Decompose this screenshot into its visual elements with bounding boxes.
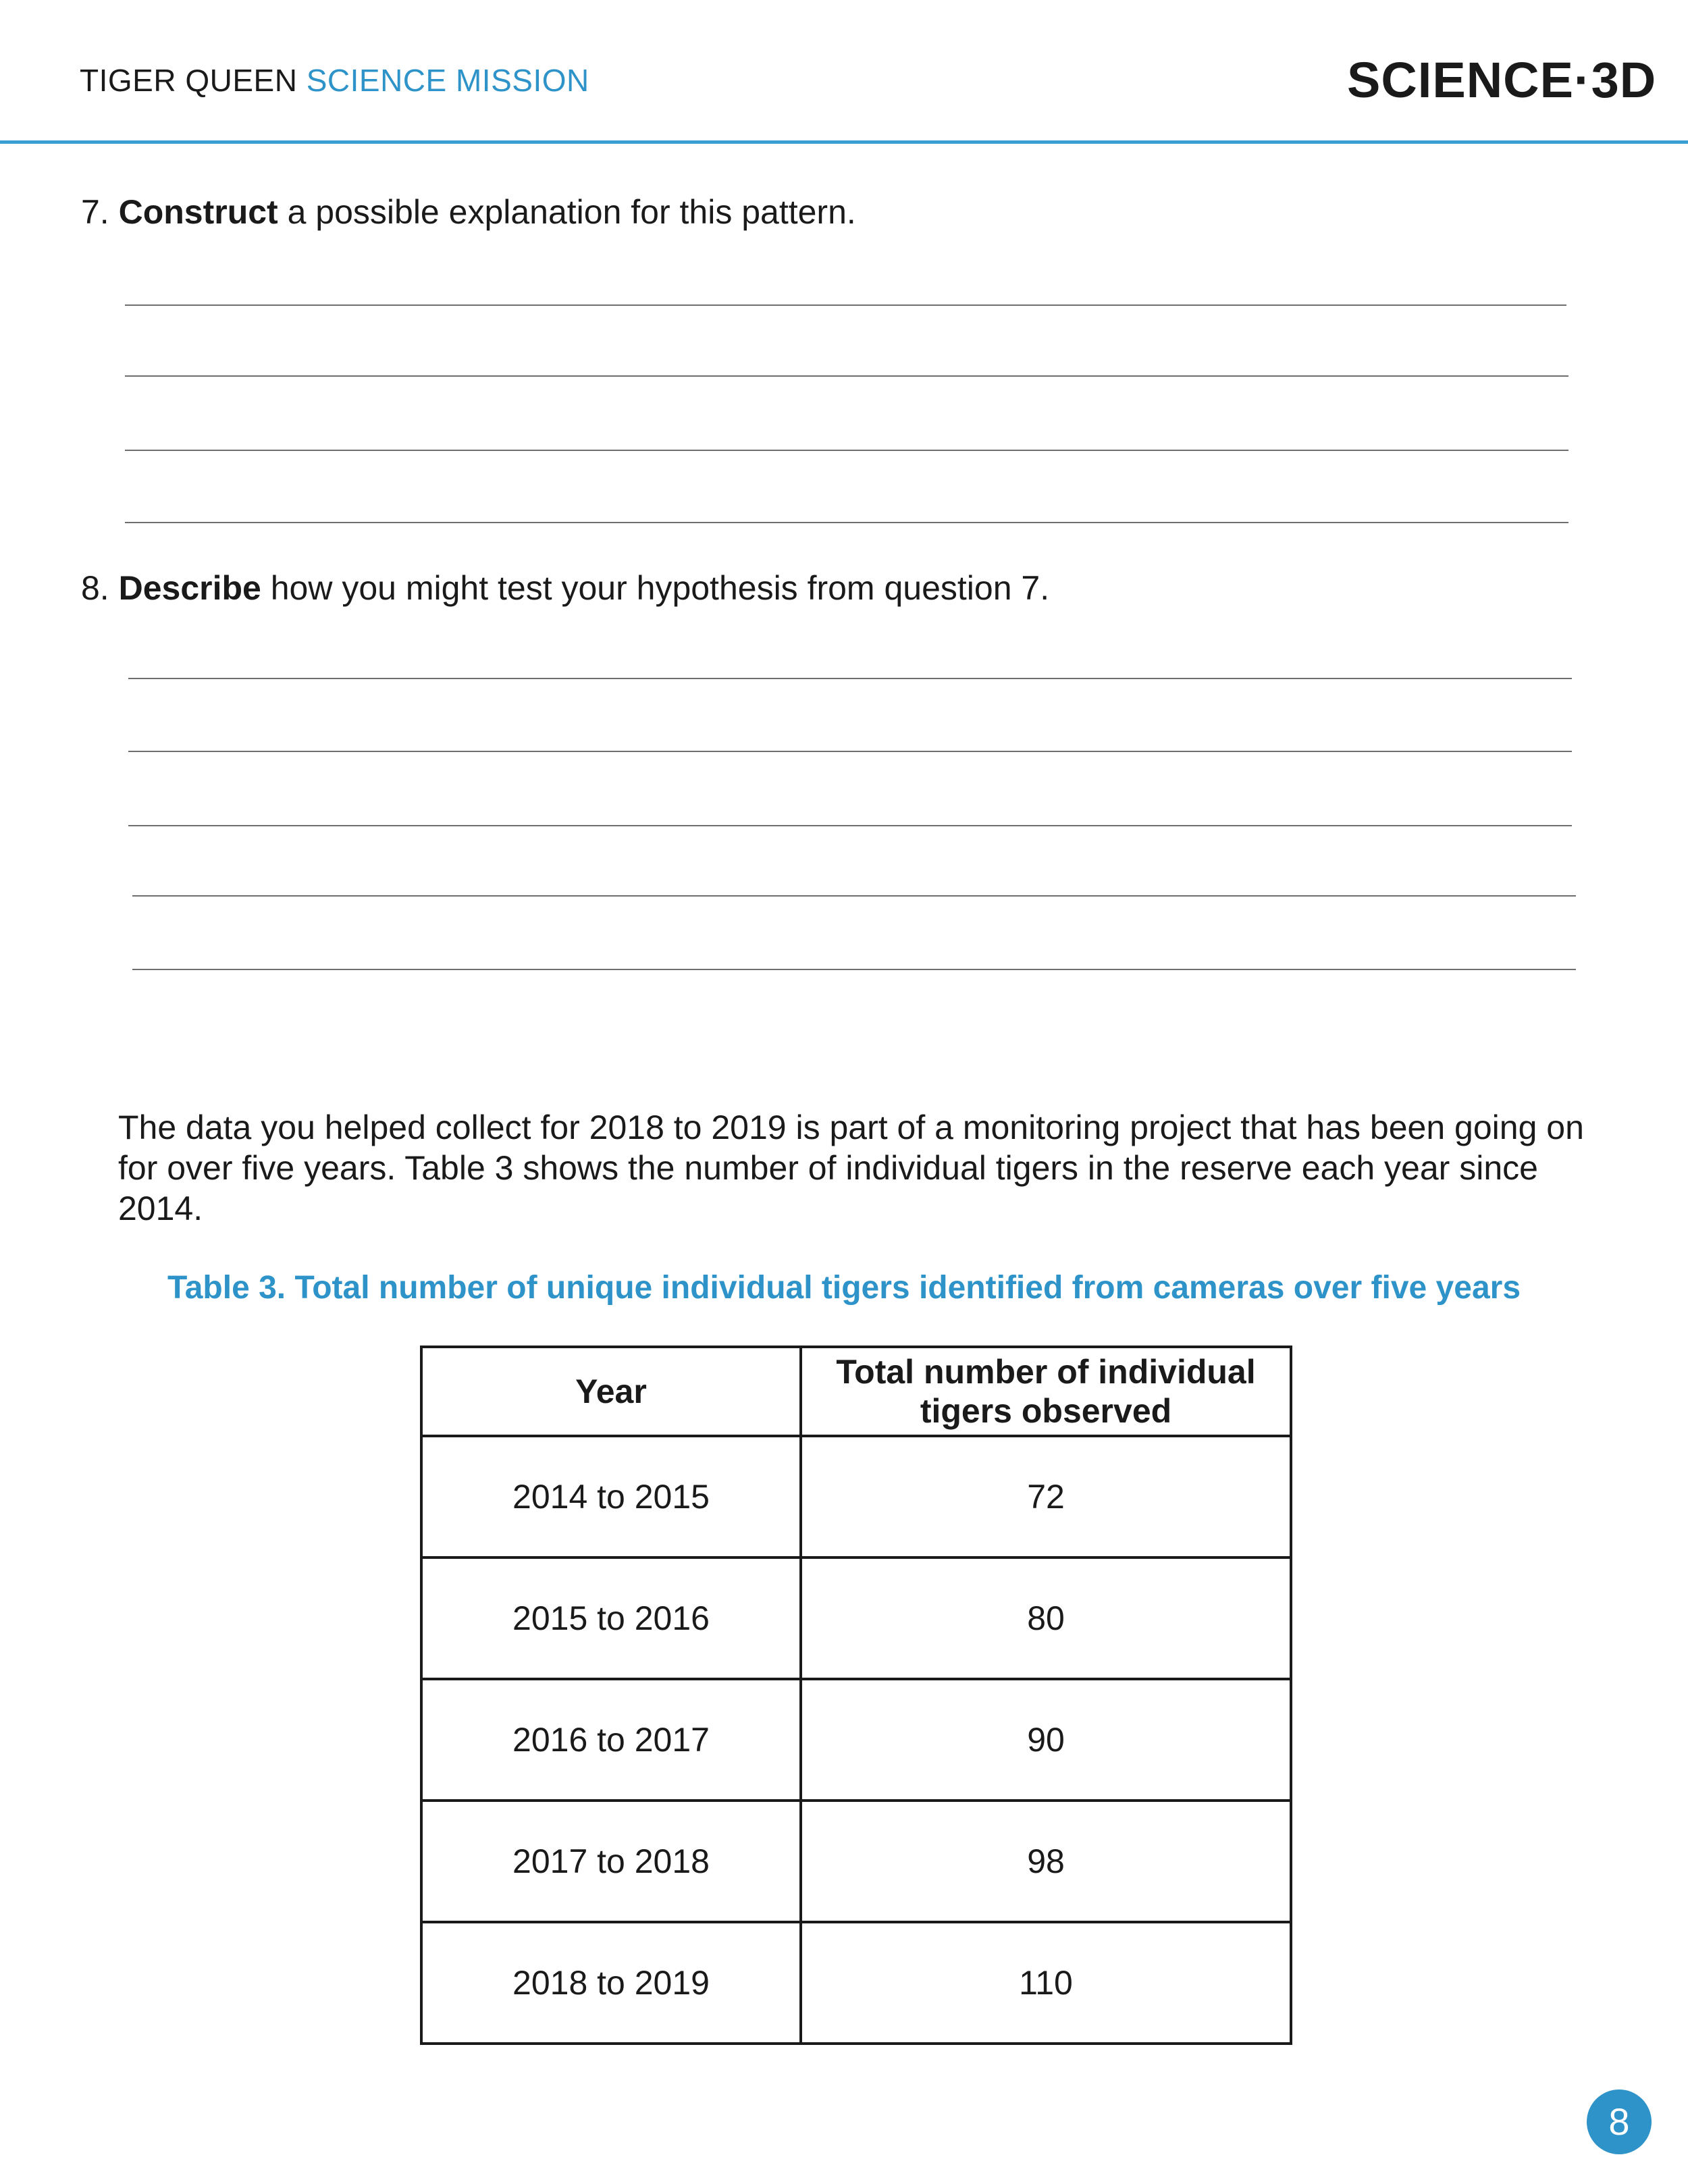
year-cell: 2016 to 2017 xyxy=(421,1679,801,1801)
table-row xyxy=(421,1801,1291,1922)
count-cell: 90 xyxy=(801,1679,1291,1801)
question-7-number: 7. xyxy=(81,193,119,231)
year-cell: 2018 to 2019 xyxy=(421,1922,801,2044)
answer-line[interactable] xyxy=(125,304,1566,306)
table-caption: Table 3. Total number of unique individual tigers identified from cameras over five years xyxy=(167,1270,1521,1306)
year-cell: 2015 to 2016 xyxy=(421,1557,801,1679)
question-7 xyxy=(81,192,856,232)
question-7-text: a possible explanation for this pattern. xyxy=(278,193,856,231)
logo-text: SCIENCE·3D xyxy=(1347,52,1657,108)
answer-line[interactable] xyxy=(125,375,1568,377)
count-cell: 98 xyxy=(801,1801,1291,1922)
year-cell: 2014 to 2015 xyxy=(421,1436,801,1557)
answer-line[interactable] xyxy=(125,522,1568,523)
answer-line[interactable] xyxy=(128,751,1572,752)
answer-line[interactable] xyxy=(132,969,1576,970)
table-header-row xyxy=(421,1347,1291,1436)
answer-line[interactable] xyxy=(132,895,1576,897)
table-row xyxy=(421,1922,1291,2044)
year-cell: 2017 to 2018 xyxy=(421,1801,801,1922)
question-8-number: 8. xyxy=(81,569,119,607)
document-title xyxy=(80,62,589,99)
answer-line[interactable] xyxy=(128,678,1572,679)
question-8 xyxy=(81,568,1049,608)
page-number-badge: 8 xyxy=(1587,2089,1652,2154)
title-part-2: SCIENCE MISSION xyxy=(306,63,589,98)
answer-line[interactable] xyxy=(125,450,1568,451)
count-cell: 80 xyxy=(801,1557,1291,1679)
header-year: Year xyxy=(421,1347,801,1436)
question-7-verb: Construct xyxy=(118,193,278,231)
question-8-verb: Describe xyxy=(118,569,261,607)
intro-paragraph: The data you helped collect for 2018 to 2019 is part of a monitoring project that has been going on for over five years. Table 3 shows the number of individual tigers in the reserve each year since 2014. xyxy=(118,1109,1584,1227)
table-row xyxy=(421,1679,1291,1801)
table-row xyxy=(421,1436,1291,1557)
header-divider xyxy=(0,140,1688,144)
science3d-logo xyxy=(1347,41,1657,115)
tiger-count-table xyxy=(420,1346,1292,2045)
count-cell: 72 xyxy=(801,1436,1291,1557)
header-total: Total number of individual tigers observed xyxy=(801,1347,1291,1436)
answer-line[interactable] xyxy=(128,825,1572,826)
count-cell: 110 xyxy=(801,1922,1291,2044)
table-row xyxy=(421,1557,1291,1679)
title-part-1: TIGER QUEEN xyxy=(80,63,307,98)
question-8-text: how you might test your hypothesis from question 7. xyxy=(261,569,1050,607)
